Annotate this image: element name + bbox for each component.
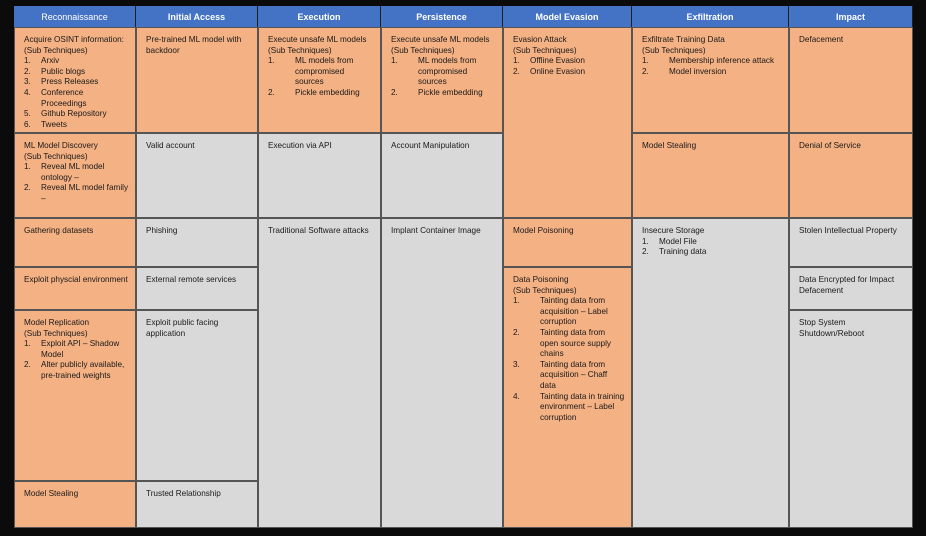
sub-technique-list: [513, 296, 625, 423]
header-reconnaissance: Reconnaissance: [14, 6, 136, 27]
technique-cell-execution-1: [258, 27, 381, 133]
technique-title: Pre-trained ML model with backdoor: [146, 35, 242, 55]
item-text: Tainting data in training environment – Label corruption: [540, 391, 625, 422]
technique-cell-persistence-2: [381, 133, 503, 218]
sub-technique-item: [24, 67, 129, 78]
sub-technique-item: [513, 328, 625, 360]
technique-cell-model-evasion-3: [503, 267, 632, 528]
sub-technique-item: [24, 109, 129, 120]
technique-cell-persistence-1: [381, 27, 503, 133]
sub-technique-item: [24, 183, 129, 204]
sub-technique-item: [24, 77, 129, 88]
sub-technique-item: [513, 360, 625, 392]
item-text: Membership inference attack: [669, 56, 775, 66]
item-number: 1.: [24, 56, 31, 66]
item-text: Public blogs: [41, 66, 86, 76]
sub-technique-item: [513, 67, 625, 78]
item-number: 1.: [642, 236, 649, 246]
item-text: ML models from compromised sources: [295, 56, 354, 87]
technique-title: Gathering datasets: [24, 226, 94, 235]
sub-technique-item: [642, 237, 782, 248]
technique-cell-impact-4: [789, 267, 913, 310]
technique-title: Data Encrypted for Impact Defacement: [799, 275, 895, 295]
technique-title: Defacement: [799, 35, 844, 44]
sub-technique-list: [24, 162, 129, 204]
technique-title: Model Replication: [24, 318, 90, 327]
technique-cell-impact-3: [789, 218, 913, 267]
technique-cell-persistence-3: [381, 218, 503, 528]
item-number: 1.: [268, 56, 275, 66]
technique-cell-execution-3: [258, 218, 381, 528]
item-number: 1.: [24, 339, 31, 349]
technique-cell-reconnaissance-1: [14, 27, 136, 133]
item-text: Tainting data from acquisition – Label corruption: [540, 296, 608, 327]
sub-technique-item: [642, 67, 782, 78]
sub-technique-list: [513, 56, 625, 77]
item-text: Tainting data from open source supply chains: [540, 327, 612, 359]
header-impact: Impact: [789, 6, 913, 27]
item-number: 1.: [513, 56, 520, 66]
sub-technique-item: [513, 56, 625, 67]
sub-technique-item: [268, 56, 374, 88]
item-number: 3.: [24, 77, 31, 87]
sub-techniques-label: (Sub Techniques): [24, 45, 88, 55]
sub-technique-list: [642, 56, 782, 77]
item-text: Online Evasion: [530, 66, 586, 76]
item-text: Tweets: [41, 119, 67, 129]
sub-technique-item: [24, 56, 129, 67]
item-number: 2.: [391, 87, 398, 97]
sub-technique-item: [24, 120, 129, 131]
technique-title: Phishing: [146, 226, 178, 235]
technique-title: Insecure Storage: [642, 226, 705, 235]
sub-technique-list: [24, 339, 129, 381]
item-text: Tainting data from acquisition – Chaff data: [540, 359, 608, 390]
item-text: Press Releases: [41, 77, 99, 87]
technique-title: Denial of Service: [799, 141, 861, 150]
technique-title: Evasion Attack: [513, 35, 567, 44]
header-execution: Execution: [258, 6, 381, 27]
sub-technique-list: [268, 56, 374, 98]
item-number: 5.: [24, 109, 31, 119]
item-number: 2.: [24, 360, 31, 370]
technique-cell-reconnaissance-3: [14, 218, 136, 267]
technique-title: ML Model Discovery: [24, 141, 98, 150]
item-number: 1.: [24, 162, 31, 172]
technique-title: Trusted Relationship: [146, 489, 221, 498]
item-text: Github Repository: [41, 109, 107, 119]
technique-cell-initial-access-5: [136, 310, 258, 481]
item-number: 2.: [24, 183, 31, 193]
technique-cell-model-evasion-2: [503, 218, 632, 267]
sub-techniques-label: (Sub Techniques): [24, 151, 88, 161]
technique-title: Model Poisoning: [513, 226, 574, 235]
sub-techniques-label: (Sub Techniques): [513, 45, 577, 55]
technique-cell-exfiltration-2: [632, 133, 789, 218]
sub-technique-item: [391, 56, 496, 88]
technique-cell-impact-1: [789, 27, 913, 133]
item-number: 4.: [24, 87, 31, 97]
sub-technique-item: [642, 56, 782, 67]
sub-techniques-label: (Sub Techniques): [391, 45, 455, 55]
item-text: Reveal ML model family –: [41, 183, 129, 203]
item-text: Offline Evasion: [530, 56, 585, 66]
technique-cell-exfiltration-3: [632, 218, 789, 528]
technique-title: Acquire OSINT information:: [24, 35, 124, 44]
item-number: 1.: [642, 56, 649, 66]
item-number: 2.: [24, 66, 31, 76]
item-number: 2.: [642, 247, 649, 257]
sub-techniques-label: (Sub Techniques): [24, 328, 88, 338]
technique-cell-reconnaissance-2: [14, 133, 136, 218]
item-number: 1.: [513, 296, 520, 306]
item-number: 2.: [268, 87, 275, 97]
technique-title: Model Stealing: [642, 141, 697, 150]
header-persistence: Persistence: [381, 6, 503, 27]
item-text: Training data: [659, 247, 707, 257]
header-model-evasion: Model Evasion: [503, 6, 632, 27]
technique-cell-model-evasion-1: [503, 27, 632, 218]
technique-title: Exploit public facing application: [146, 318, 219, 338]
technique-cell-impact-5: [789, 310, 913, 528]
item-number: 2.: [513, 327, 520, 337]
technique-title: Data Poisoning: [513, 275, 569, 284]
sub-technique-item: [268, 88, 374, 99]
technique-cell-initial-access-1: [136, 27, 258, 133]
technique-title: Account Manipulation: [391, 141, 470, 150]
technique-cell-initial-access-2: [136, 133, 258, 218]
technique-cell-initial-access-3: [136, 218, 258, 267]
technique-title: Execution via API: [268, 141, 332, 150]
technique-title: Model Stealing: [24, 489, 79, 498]
item-text: Conference Proceedings: [41, 87, 87, 108]
technique-title: Execute unsafe ML models: [391, 35, 490, 44]
technique-title: External remote services: [146, 275, 237, 284]
technique-cell-initial-access-4: [136, 267, 258, 310]
item-text: Reveal ML model ontology –: [41, 162, 105, 182]
technique-title: Stolen Intellectual Property: [799, 226, 897, 235]
item-text: Pickle embedding: [295, 87, 360, 97]
technique-cell-reconnaissance-6: [14, 481, 136, 528]
technique-cell-exfiltration-1: [632, 27, 789, 133]
sub-technique-item: [513, 296, 625, 328]
item-number: 1.: [391, 56, 398, 66]
item-text: Alter publicly available, pre-trained weights: [41, 360, 125, 380]
sub-technique-list: [642, 237, 782, 258]
item-text: ML models from compromised sources: [418, 56, 477, 87]
item-number: 4.: [513, 391, 520, 401]
item-number: 6.: [24, 119, 31, 129]
technique-title: Traditional Software attacks: [268, 226, 369, 235]
technique-title: Implant Container Image: [391, 226, 481, 235]
sub-technique-list: [391, 56, 496, 98]
sub-technique-item: [642, 247, 782, 258]
technique-title: Exfiltrate Training Data: [642, 35, 725, 44]
sub-technique-item: [391, 88, 496, 99]
item-text: Exploit API – Shadow Model: [41, 339, 120, 359]
item-text: Pickle embedding: [418, 87, 483, 97]
item-text: Model inversion: [669, 66, 727, 76]
item-number: 3.: [513, 359, 520, 369]
sub-technique-item: [513, 392, 625, 424]
sub-technique-item: [24, 360, 129, 381]
technique-cell-initial-access-6: [136, 481, 258, 528]
header-initial-access: Initial Access: [136, 6, 258, 27]
sub-techniques-label: (Sub Techniques): [513, 285, 577, 295]
sub-technique-item: [24, 88, 129, 109]
sub-techniques-label: (Sub Techniques): [642, 45, 706, 55]
sub-techniques-label: (Sub Techniques): [268, 45, 332, 55]
item-number: 2.: [642, 66, 649, 76]
sub-technique-list: [24, 56, 129, 130]
sub-technique-item: [24, 162, 129, 183]
item-text: Arxiv: [41, 56, 60, 66]
technique-title: Stop System Shutdown/Reboot: [799, 318, 865, 338]
technique-title: Valid account: [146, 141, 195, 150]
technique-cell-reconnaissance-4: [14, 267, 136, 310]
technique-cell-reconnaissance-5: [14, 310, 136, 481]
sub-technique-item: [24, 339, 129, 360]
technique-title: Exploit physcial environment: [24, 275, 128, 284]
item-number: 2.: [513, 66, 520, 76]
technique-title: Execute unsafe ML models: [268, 35, 367, 44]
item-text: Model File: [659, 236, 697, 246]
technique-cell-impact-2: [789, 133, 913, 218]
technique-cell-execution-2: [258, 133, 381, 218]
header-exfiltration: Exfiltration: [632, 6, 789, 27]
